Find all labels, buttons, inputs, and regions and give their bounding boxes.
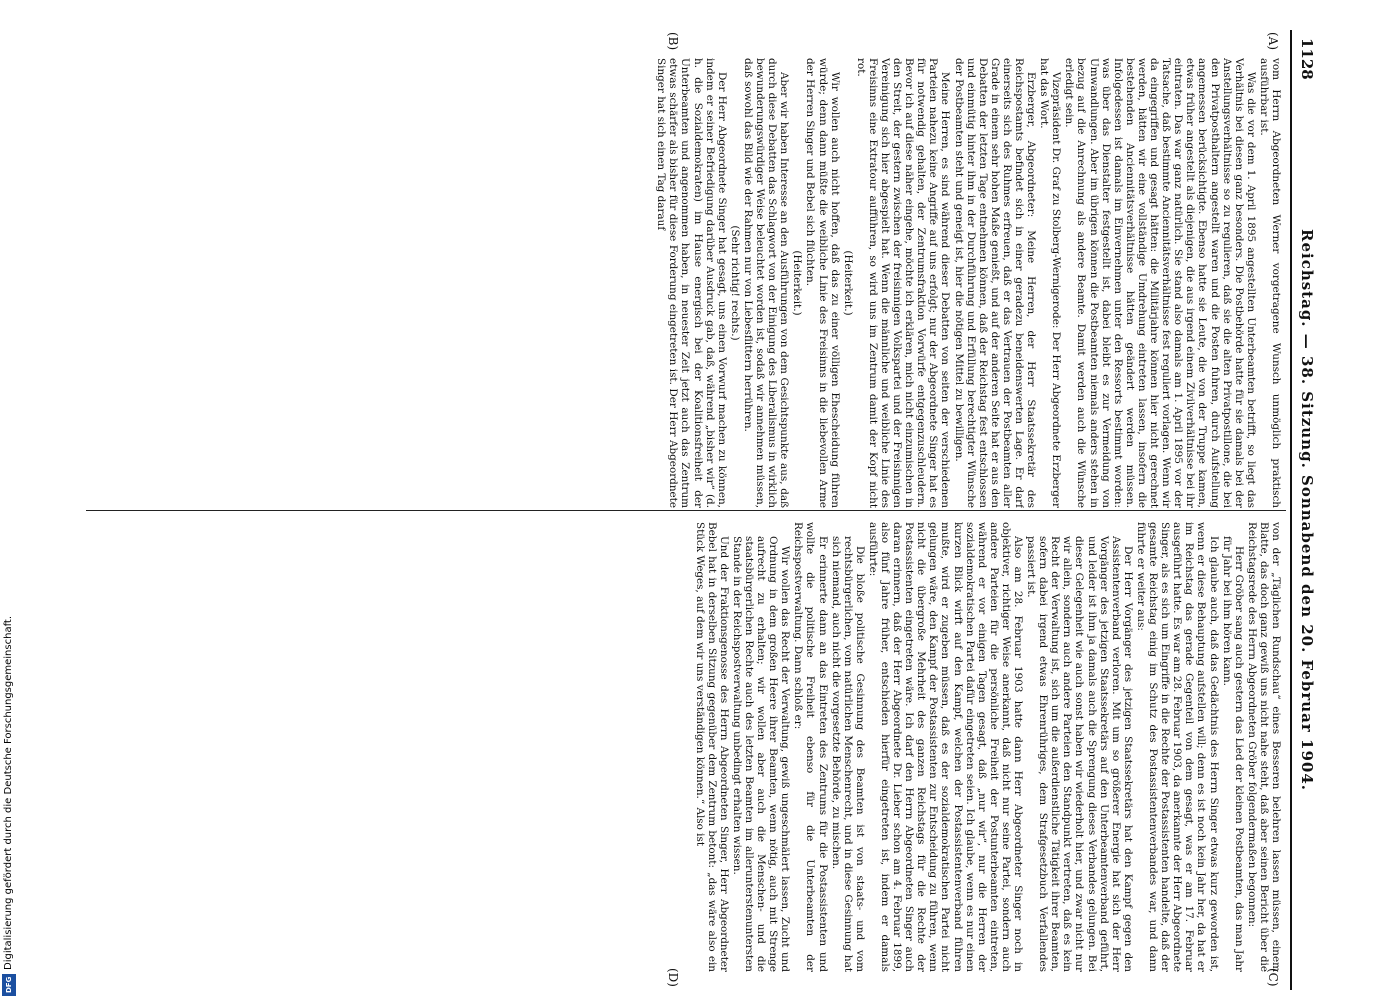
left-column — [92, 58, 1282, 508]
paragraph: Er erinnerte dann an das Eintreten des Zentrums für die Postassistenten und wollte die politische Freiheit ebenso für die Unterbeamten der Reichspostverwaltung. Dann schloß er: — [792, 522, 829, 972]
header-rule — [1290, 30, 1292, 990]
paragraph: Was die vor dem 1. April 1895 angestellten Unterbeamten betrifft, so liegt das Verhältnis bei diesen ganz besonders. Die Postbehörde hatte für sie damals bei der Anstellungsverhältnisse so zu regulieren, daß sie die alten Privatpostillone, die bei den Privatposthaltern angestellt waren und die Posten fuhren, durch Aufstellung angemessen berücksichtigte. Ebenso hatte sie Leute, die von der Truppe kamen, etwas früher angestellt als diejenigen, die aus irgend einem Zivilverhältnisse bei ihr eintraten. Das war ganz natürlich. Sie stand also damals am 1. April 1895 vor der Tatsache, daß bestimmte Anciennitätsverhältnisse fest reguliert vorlagen. Wenn wir da eingegriffen und gesagt hätten: die Militärjahre können hier nicht gerechnet werden, hätten wir eine vollständige Umdrehung eintreten lassen, insofern die bestehenden Anciennitätsverhältnisse hätten geändert werden müssen. Infolgedessen ist damals im Einvernehmen unter den Ressorts bestimmt worden: was über das Dienstalter festgestellt ist, dabei bleibt es zur Vermeidung von Umwandlungen. Aber im übrigen können die Postbeamten niemals anders stehen in bezug auf die Anrechnung als andere Beamte. Damit werden auch die Wünsche erledigt sein. — [1063, 58, 1257, 508]
paragraph: Der Herr Abgeordnete Singer hat gesagt, uns einen Vorwurf machen zu können, indem er seiner Befriedigung darüber Ausdruck gab, daß, während „bisher wir“ (d. h. die Sozialdemokraten) im Hause energisch bei der Koalitionsfreiheit der Unterbeamten und angenommen haben, in neuester Zeit jetzt auch das Zentrum etwas schärfer als bisher für diese Forderung eingetreten ist. Der Herr Abgeordnete Singer hat sich einen Tag darauf — [655, 58, 728, 508]
paragraph: von der „Täglichen Rundschau“ eines Besseren belehren lassen müssen, einem Blatte, das doch ganz gewiß uns nicht nahe steht, daß aber seinen Bericht über die Reichstagsrede des Herrn Abgeordneten Gröber folgendermaßen begonnen: — [1245, 522, 1282, 972]
paragraph: Die bloße politische Gesinnung des Beamten ist von staats- und vom rechtsbürgerlichen, vom natürlichen Menschenrecht, und in diese Gesinnung hat sich niemand, auch nicht die vorgesetzte Behörde, zu mischen. — [829, 536, 866, 972]
paragraph: Herr Gröber sang auch gestern das Lied der kleinen Postbeamten, das man Jahr für Jahr bei ihm hören kann. — [1220, 536, 1245, 972]
paragraph: (Heiterkeit.) — [841, 250, 854, 316]
margin-mark-a: (A) — [1266, 32, 1280, 51]
paragraph: Meine Herren, es sind während dieser Debatten von seiten der verschiedenen Parteien nahezu keine Angriffe auf uns erfolgt; nur der Abgeordnete Singer hat es für notwendig gehalten, der Zentrumsfraktion Vorwürfe entgegenzuschleudern. Bevor ich auf diese näher eingehe, möchte ich erklären, mich nicht einzumischen in den Streit, der gestern zwischen der freisinnigen Volkspartei und der Freisinnigen Vereinigung sich hier abgespielt hat. Wenn die männliche und weibliche Linie des Freisinns eine Extratour aufführen, so wird uns im Zentrum damit der Kopf nicht rot. — [854, 58, 952, 508]
margin-mark-d: (D) — [666, 968, 680, 987]
page-header — [1290, 30, 1320, 990]
digitization-footer — [0, 0, 18, 1000]
paragraph: Wir wollen das Recht der Verwaltung, gewiß ungeschmälert lassen, Zucht und Ordnung in dem großen Heere ihrer Beamten, wenn nötig, auch mit Strenge aufrecht zu erhalten; wir wollen aber auch die Menschen- und die staatsbürgerlichen Rechte auch des letzten Beamten im allerunterstenuntersten Stande in der Reichspostverwaltung unbedingt erhalten wissen. — [730, 536, 792, 972]
digitization-note: Digitalisierung gefördert durch die Deutsche Forschungsgemeinschaft. — [3, 615, 14, 970]
margin-mark-c: (C) — [1266, 968, 1280, 987]
dfg-logo: DFG — [2, 974, 16, 996]
paragraph: Erzberger, Abgeordneter: Meine Herren, der Herr Staatssekretär des Reichspostamts befindet sich in einer geradezu beneidenswerten Lage. Er darf einerseits sich des Ruhmes erfreuen, daß er das Vertrauen der Postbeamten aller Grade in einem sehr hohen Maße genießt, und auf der anderen Seite hat er aus den Debatten der letzten Tage entnehmen können, daß der Reichstag fest entschlossen und einmütig hinter ihm in der Durchführung und Erfüllung berechtigter Wünsche der Postbeamten steht und geneigt ist, hier die nötigen Mittel zu bewilligen. — [952, 58, 1038, 508]
paragraph: Wir wollen auch nicht hoffen, daß das zu einer völligen Ehescheidung führen würde; denn dann müßte die weibliche Linie des Freisinns in die liebevollen Arme der Herren Singer und Bebel sich flüchten. — [804, 58, 841, 508]
paragraph: Und der Fraktionsgenosse des Herrn Abgeordneten Singer, Herr Abgeordneter Bebel hat in derselben Sitzung gegenüber dem Zentrum betont: „das wäre also ein Stück Weges, auf dem wir uns verständigen können.“ Also ist — [693, 522, 730, 972]
paragraph: Aber wir haben Interesse an den Ausführungen von dem Gesichtspunkte aus, daß durch diese Debatten das Schlagwort von der Einigung des Liberalismus in wirklich bewunderungswürdiger Weise beleuchtet worden ist, sodaß wir annehmen müssen, daß sowohl das Bild wie der Rahmen nur von Liebesflittern herrühren. — [741, 58, 791, 508]
paragraph: (Heiterkeit.) — [791, 250, 804, 316]
right-column — [92, 522, 1282, 972]
paragraph: Der Herr Vorgänger des jetzigen Staatssekretärs hat den Kampf gegen den Assistentenverband verloren. Mit um so größerer Energie hat sich der Herr Vorgänger des jetzigen Staatssekretärs auf den Unterbeamtenverband geführt, und leider ist ihm ja damals auch die Sprengung dieses Verbandes gelungen. Bei dieser Gelegenheit wie auch sonst haben wir wiederholt hier, und zwar nicht nur wir allein, sondern auch andere Parteien den Standpunkt vertreten, daß es kein Recht der Verwaltung ist, sich um die außerdienstliche Tätigkeit ihrer Beamten, sofern dabei irgend etwas Ehrenrühriges, dem Strafgesetzbuch Verfallendes passiert ist. — [1025, 536, 1134, 972]
paragraph: Ich glaube auch, daß das Gedächtnis des Herrn Singer etwas kurz geworden ist, wenn er diese Behauptung aufstellen will; denn es ist noch kein Jahr her, da hat er im Reichstag das gerade Gegenteil von dem gesagt, was er am 17. Februar ausgeführt hatte. Es war am 28. Februar 1903, da anerkannte der Herr Abgeordnete Singer, als es sich um Eingriffe in die Rechte der Postassistenten handelte, daß der gesamte Reichstag einig im Schutz des Postassistentenverbandes war, und dann führte er weiter aus: — [1134, 522, 1220, 972]
document-page — [80, 30, 1320, 990]
paragraph: Vizepräsident Dr. Graf zu Stolberg-Wernigerode: Der Herr Abgeordnete Erzberger hat das Wort. — [1038, 58, 1063, 508]
margin-mark-b: (B) — [666, 32, 680, 51]
paragraph: Also am 28. Februar 1903 hatte dann Herr Abgeordneter Singer noch in objektiver, richtiger Weise anerkannt, daß nicht nur seine Partei, sondern auch andere Parteien für die persönliche Freiheit der Postunterbeamten eintreten, während er vor einigen Tagen gesagt, daß „nur wir“, nur die Herren der sozialdemokratischen Partei dafür eingetreten seien. Ich glaube, wenn es nur einen kurzen Blick wirft auf den Kampf, welchen der Postassistentenverband führen mußte, wird er zugeben müssen, daß es der sozialdemokratischen Partei nicht gelungen wäre, den Kampf der Postassistenten zur Entscheidung zu führen, wenn nicht die übergroße Mehrheit des ganzen Reichstags für die Rechte der Postassistenten eingetreten wäre. Ich darf den Herrn Abgeordneten Singer auch daran erinnern, daß der Herr Abgeordnete Dr. Lieber schon am 4. Februar 1899, also fünf Jahre früher, entschieden hierfür eingetreten ist, indem er damals ausführte: — [866, 522, 1025, 972]
paragraph: vom Herrn Abgeordneten Werner vorgetragene Wunsch unmöglich praktisch ausführbar ist. — [1257, 58, 1282, 508]
page-number: 1128 — [1298, 38, 1316, 80]
paragraph: (Sehr richtig! rechts.) — [728, 225, 741, 341]
column-divider — [86, 510, 1286, 511]
page-title: Reichstag. — 38. Sitzung. Sonnabend den 20. Februar 1904. — [1298, 228, 1316, 791]
